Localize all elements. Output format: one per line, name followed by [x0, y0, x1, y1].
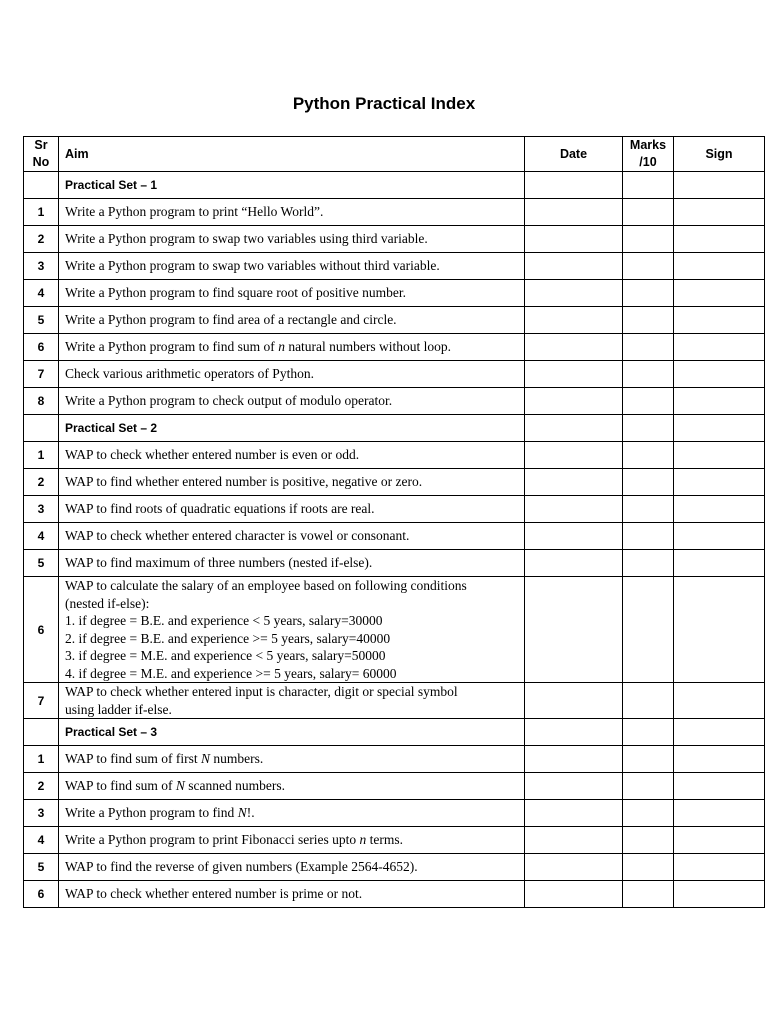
table-row — [24, 881, 765, 908]
table-row — [24, 361, 765, 388]
aim-text — [59, 773, 525, 800]
sign-cell[interactable] — [674, 827, 765, 854]
set-heading-row — [24, 415, 765, 442]
sr-no: 4 — [24, 280, 59, 307]
date-cell[interactable] — [525, 881, 623, 908]
date-cell[interactable] — [525, 172, 623, 199]
date-cell[interactable] — [525, 496, 623, 523]
sr-no: 2 — [24, 469, 59, 496]
sign-cell[interactable] — [674, 881, 765, 908]
set-heading: Practical Set – 2 — [59, 415, 525, 442]
aim-line: 4. if degree = M.E. and experience >= 5 years, salary= 60000 — [65, 665, 397, 681]
sign-cell[interactable] — [674, 746, 765, 773]
date-cell[interactable] — [525, 683, 623, 719]
aim-line: using ladder if-else. — [65, 701, 172, 717]
aim-text-part: !. — [246, 805, 255, 821]
header-row — [24, 137, 765, 172]
date-cell[interactable] — [525, 388, 623, 415]
aim-text — [59, 577, 525, 683]
sr-no: 1 — [24, 746, 59, 773]
aim-text: Write a Python program to print “Hello World”. — [59, 199, 525, 226]
marks-cell[interactable] — [623, 334, 674, 361]
marks-cell[interactable] — [623, 442, 674, 469]
date-cell[interactable] — [525, 334, 623, 361]
date-cell[interactable] — [525, 361, 623, 388]
aim-text-part: scanned numbers. — [184, 778, 285, 794]
sign-cell[interactable] — [674, 800, 765, 827]
aim-text: Write a Python program to swap two variables without third variable. — [59, 253, 525, 280]
marks-cell[interactable] — [623, 854, 674, 881]
aim-text — [59, 746, 525, 773]
practical-index-table — [23, 136, 765, 908]
table-row — [24, 469, 765, 496]
date-cell[interactable] — [525, 280, 623, 307]
aim-text-part: Write a Python program to find sum of — [65, 339, 279, 355]
sr-no: 5 — [24, 307, 59, 334]
sign-cell[interactable] — [674, 226, 765, 253]
table-row — [24, 280, 765, 307]
sr-no: 7 — [24, 361, 59, 388]
set-heading: Practical Set – 3 — [59, 719, 525, 746]
set-heading-row — [24, 719, 765, 746]
sign-cell[interactable] — [674, 334, 765, 361]
set-heading-row — [24, 172, 765, 199]
date-cell[interactable] — [525, 550, 623, 577]
marks-cell[interactable] — [623, 226, 674, 253]
aim-text-part: Write a Python program to print Fibonacci series upto — [65, 832, 360, 848]
aim-text: WAP to find the reverse of given numbers (Example 2564-4652). — [59, 854, 525, 881]
date-cell[interactable] — [525, 800, 623, 827]
sr-no: 4 — [24, 827, 59, 854]
table-row — [24, 226, 765, 253]
header-marks — [623, 137, 674, 172]
aim-text: Write a Python program to check output of modulo operator. — [59, 388, 525, 415]
aim-line: 2. if degree = B.E. and experience >= 5 years, salary=40000 — [65, 630, 391, 646]
aim-line: (nested if-else): — [65, 595, 150, 611]
date-cell[interactable] — [525, 415, 623, 442]
aim-line: 1. if degree = B.E. and experience < 5 years, salary=30000 — [65, 613, 383, 628]
header-sr-line2: No — [32, 155, 50, 169]
sr-no: 3 — [24, 253, 59, 280]
header-sr-line1: Sr — [34, 138, 48, 152]
sr-cell-empty — [24, 719, 59, 746]
table-row — [24, 854, 765, 881]
set-heading: Practical Set – 1 — [59, 172, 525, 199]
sign-cell[interactable] — [674, 854, 765, 881]
marks-cell[interactable] — [623, 253, 674, 280]
marks-cell[interactable] — [623, 307, 674, 334]
table-row — [24, 523, 765, 550]
marks-cell[interactable] — [623, 388, 674, 415]
sr-no: 5 — [24, 550, 59, 577]
table-row — [24, 253, 765, 280]
sign-cell[interactable] — [674, 469, 765, 496]
table-row — [24, 746, 765, 773]
aim-text: Write a Python program to find square root of positive number. — [59, 280, 525, 307]
sr-no: 2 — [24, 773, 59, 800]
sr-no: 3 — [24, 496, 59, 523]
marks-cell[interactable] — [623, 577, 674, 683]
table-row — [24, 388, 765, 415]
marks-cell[interactable] — [623, 172, 674, 199]
marks-cell[interactable] — [623, 496, 674, 523]
marks-cell[interactable] — [623, 469, 674, 496]
table-row — [24, 199, 765, 226]
sr-no: 6 — [24, 881, 59, 908]
sr-no: 4 — [24, 523, 59, 550]
aim-line: WAP to check whether entered input is character, digit or special symbol — [65, 684, 458, 699]
aim-text: WAP to find roots of quadratic equations if roots are real. — [59, 496, 525, 523]
aim-text: WAP to find maximum of three numbers (nested if-else). — [59, 550, 525, 577]
marks-cell[interactable] — [623, 523, 674, 550]
sign-cell[interactable] — [674, 415, 765, 442]
marks-cell[interactable] — [623, 719, 674, 746]
sr-no: 1 — [24, 442, 59, 469]
marks-cell[interactable] — [623, 199, 674, 226]
marks-cell[interactable] — [623, 415, 674, 442]
sr-no: 3 — [24, 800, 59, 827]
date-cell[interactable] — [525, 307, 623, 334]
sign-cell[interactable] — [674, 280, 765, 307]
aim-text: WAP to check whether entered number is prime or not. — [59, 881, 525, 908]
date-cell[interactable] — [525, 226, 623, 253]
date-cell[interactable] — [525, 442, 623, 469]
aim-variable: N — [237, 805, 247, 821]
sign-cell[interactable] — [674, 253, 765, 280]
sign-cell[interactable] — [674, 307, 765, 334]
aim-text: WAP to find whether entered number is positive, negative or zero. — [59, 469, 525, 496]
header-date: Date — [525, 137, 623, 172]
sign-cell[interactable] — [674, 496, 765, 523]
sign-cell[interactable] — [674, 442, 765, 469]
aim-text-part: Write a Python program to find — [65, 805, 238, 821]
aim-line: 3. if degree = M.E. and experience < 5 years, salary=50000 — [65, 648, 386, 663]
header-marks-line1: Marks — [629, 138, 667, 152]
table-row — [24, 800, 765, 827]
header-sr-no — [24, 137, 59, 172]
date-cell[interactable] — [525, 854, 623, 881]
marks-cell[interactable] — [623, 280, 674, 307]
table-row — [24, 550, 765, 577]
marks-cell[interactable] — [623, 773, 674, 800]
header-marks-line2: /10 — [639, 155, 657, 169]
sign-cell[interactable] — [674, 523, 765, 550]
date-cell[interactable] — [525, 719, 623, 746]
aim-text — [59, 334, 525, 361]
date-cell[interactable] — [525, 523, 623, 550]
aim-text-part: terms. — [366, 832, 404, 848]
sr-no: 2 — [24, 226, 59, 253]
sign-cell[interactable] — [674, 683, 765, 719]
aim-text — [59, 827, 525, 854]
sr-cell-empty — [24, 415, 59, 442]
sr-cell-empty — [24, 172, 59, 199]
date-cell[interactable] — [525, 827, 623, 854]
marks-cell[interactable] — [623, 361, 674, 388]
sr-no: 5 — [24, 854, 59, 881]
aim-text: WAP to check whether entered number is even or odd. — [59, 442, 525, 469]
aim-text-part: WAP to find sum of — [65, 778, 176, 794]
aim-text-part: numbers. — [210, 751, 264, 767]
sr-no: 6 — [24, 577, 59, 683]
marks-cell[interactable] — [623, 881, 674, 908]
aim-variable: n — [359, 832, 367, 848]
sign-cell[interactable] — [674, 361, 765, 388]
sign-cell[interactable] — [674, 550, 765, 577]
sign-cell[interactable] — [674, 199, 765, 226]
aim-variable: n — [278, 339, 285, 355]
table-row — [24, 307, 765, 334]
marks-cell[interactable] — [623, 827, 674, 854]
aim-text: Write a Python program to find area of a rectangle and circle. — [59, 307, 525, 334]
marks-cell[interactable] — [623, 683, 674, 719]
table-row — [24, 827, 765, 854]
table-row — [24, 442, 765, 469]
marks-cell[interactable] — [623, 800, 674, 827]
table-row — [24, 577, 765, 683]
header-aim: Aim — [59, 137, 525, 172]
aim-text: WAP to check whether entered character is vowel or consonant. — [59, 523, 525, 550]
date-cell[interactable] — [525, 199, 623, 226]
date-cell[interactable] — [525, 577, 623, 683]
table-row — [24, 773, 765, 800]
aim-text — [59, 683, 525, 719]
sr-no: 7 — [24, 683, 59, 719]
aim-variable: N — [201, 751, 211, 767]
header-sign: Sign — [674, 137, 765, 172]
date-cell[interactable] — [525, 253, 623, 280]
sign-cell[interactable] — [674, 719, 765, 746]
aim-text: Write a Python program to swap two variables using third variable. — [59, 226, 525, 253]
page-title: Python Practical Index — [292, 94, 476, 113]
table-row — [24, 334, 765, 361]
sr-no: 1 — [24, 199, 59, 226]
date-cell[interactable] — [525, 469, 623, 496]
sign-cell[interactable] — [674, 172, 765, 199]
marks-cell[interactable] — [623, 746, 674, 773]
date-cell[interactable] — [525, 746, 623, 773]
aim-line: WAP to calculate the salary of an employee based on following conditions — [65, 578, 467, 593]
aim-variable: N — [175, 778, 185, 794]
table-row — [24, 496, 765, 523]
aim-text: Check various arithmetic operators of Python. — [59, 361, 525, 388]
date-cell[interactable] — [525, 773, 623, 800]
sign-cell[interactable] — [674, 577, 765, 683]
sr-no: 6 — [24, 334, 59, 361]
aim-text-part: WAP to find sum of first — [65, 751, 201, 767]
sr-no: 8 — [24, 388, 59, 415]
sign-cell[interactable] — [674, 388, 765, 415]
sign-cell[interactable] — [674, 773, 765, 800]
aim-text — [59, 800, 525, 827]
marks-cell[interactable] — [623, 550, 674, 577]
table-row — [24, 683, 765, 719]
aim-text-part: natural numbers without loop. — [284, 339, 452, 355]
